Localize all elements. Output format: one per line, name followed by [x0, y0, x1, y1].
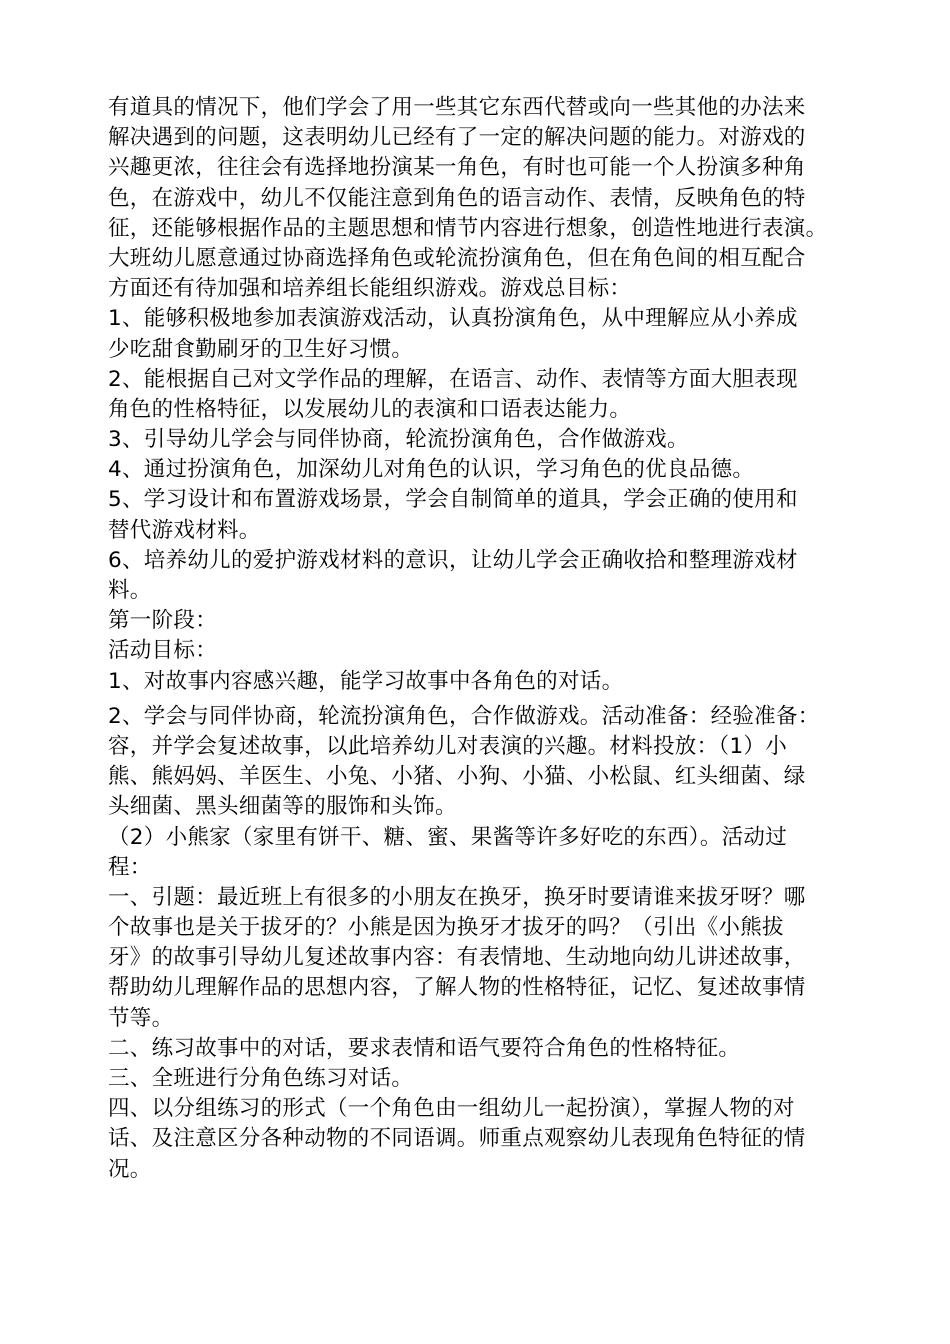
section-heading-stage-one: 第一阶段： — [108, 608, 218, 634]
text-line: 方面还有待加强和培养组长能组织游戏。游戏总目标： — [108, 276, 632, 302]
process-step-1: 一、引题：最近班上有很多的小朋友在换牙，换牙时要请谁来拔牙呀？哪 — [108, 884, 806, 910]
text-line: 角色的性格特征，以发展幼儿的表演和口语表达能力。 — [108, 396, 632, 422]
text-line: 色，在游戏中，幼儿不仅能注意到角色的语言动作、表情，反映角色的特 — [108, 185, 806, 211]
section-heading-activity-goals: 活动目标： — [108, 638, 218, 664]
text-line: 少吃甜食勤刷牙的卫生好习惯。 — [108, 336, 414, 362]
process-step-2: 二、练习故事中的对话，要求表情和语气要符合角色的性格特征。 — [108, 1035, 741, 1061]
text-line: 熊、熊妈妈、羊医生、小兔、小猪、小狗、小猫、小松鼠、红头细菌、绿 — [108, 764, 806, 790]
text-line: 料。 — [108, 578, 152, 603]
text-line: 解决遇到的问题，这表明幼儿已经有了一定的解决问题的能力。对游戏的 — [108, 125, 806, 151]
goal-item-3: 3、引导幼儿学会与同伴协商，轮流扮演角色，合作做游戏。 — [108, 427, 689, 453]
text-line: 帮助幼儿理解作品的思想内容，了解人物的性格特征，记忆、复述故事情 — [108, 975, 806, 1001]
text-line: 话、及注意区分各种动物的不同语调。师重点观察幼儿表现角色特征的情 — [108, 1126, 806, 1152]
goal-item-4: 4、通过扮演角色，加深幼儿对角色的认识，学习角色的优良品德。 — [108, 457, 755, 483]
material-item-2: （2）小熊家（家里有饼干、糖、蜜、果酱等许多好吃的东西）。活动过 — [108, 824, 788, 850]
text-line: 有道具的情况下，他们学会了用一些其它东西代替或向一些其他的办法来 — [108, 95, 806, 120]
text-line: 容，并学会复述故事，以此培养幼儿对表演的兴趣。材料投放：（1）小 — [108, 733, 788, 759]
text-line: 况。 — [108, 1156, 152, 1182]
activity-goal-2: 2、学会与同伴协商，轮流扮演角色，合作做游戏。活动准备：经验准备： — [108, 703, 820, 729]
text-line: 牙》的故事引导幼儿复述故事内容：有表情地、生动地向幼儿讲述故事， — [108, 945, 806, 971]
document-body — [108, 93, 868, 1185]
goal-item-1: 1、能够积极地参加表演游戏活动，认真扮演角色，从中理解应从小养成 — [108, 306, 798, 332]
goal-item-6: 6、培养幼儿的爱护游戏材料的意识，让幼儿学会正确收拾和整理游戏材 — [108, 547, 798, 573]
text-line: 兴趣更浓，往往会有选择地扮演某一角色，有时也可能一个人扮演多种角 — [108, 155, 806, 181]
activity-goal-1: 1、对故事内容感兴趣，能学习故事中各角色的对话。 — [108, 668, 624, 694]
text-line: 程： — [108, 854, 152, 880]
process-step-4: 四、以分组练习的形式（一个角色由一组幼儿一起扮演），掌握人物的对 — [108, 1096, 795, 1122]
text-line: 个故事也是关于拔牙的？小熊是因为换牙才拔牙的吗？（引出《小熊拔 — [108, 915, 784, 941]
process-step-3: 三、全班进行分角色练习对话。 — [108, 1066, 414, 1091]
text-line: 大班幼儿愿意通过协商选择角色或轮流扮演角色，但在角色间的相互配合 — [108, 245, 806, 271]
goal-item-5: 5、学习设计和布置游戏场景，学会自制简单的道具，学会正确的使用和 — [108, 487, 798, 513]
goal-item-2: 2、能根据自己对文学作品的理解，在语言、动作、表情等方面大胆表现 — [108, 366, 798, 392]
text-line: 征，还能够根据作品的主题思想和情节内容进行想象，创造性地进行表演。 — [108, 215, 828, 241]
text-line: 节等。 — [108, 1005, 174, 1031]
text-line: 头细菌、黑头细菌等的服饰和头饰。 — [108, 794, 457, 820]
text-line: 替代游戏材料。 — [108, 517, 261, 543]
